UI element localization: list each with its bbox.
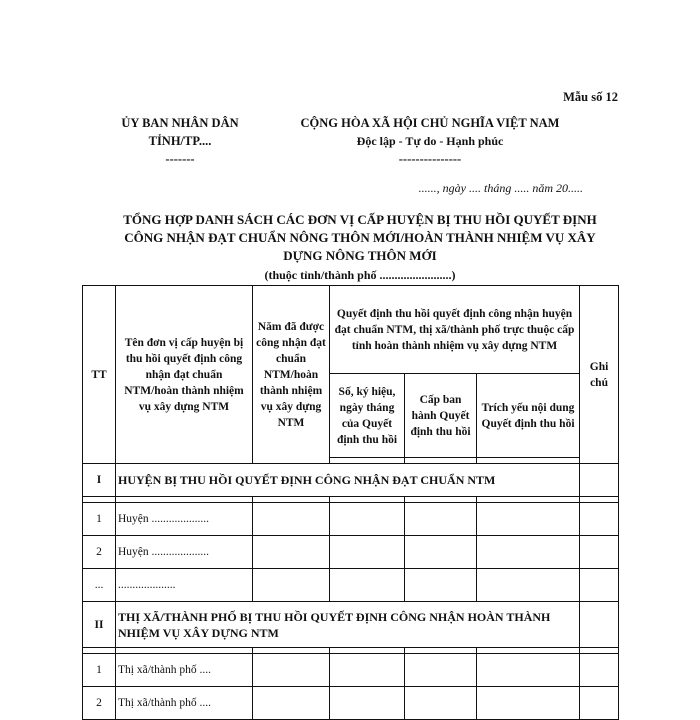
row-issuer	[405, 654, 477, 687]
row-number: ...	[83, 569, 116, 602]
header-row-1	[83, 286, 619, 374]
row-note	[580, 687, 619, 720]
row-year	[253, 687, 330, 720]
row-number: 1	[83, 503, 116, 536]
row-summary	[477, 687, 580, 720]
national-motto: Độc lập - Tự do - Hạnh phúc	[356, 134, 504, 148]
row-number: 2	[83, 687, 116, 720]
title-line-3: DỰNG NÔNG THÔN MỚI	[283, 248, 437, 263]
authority-line-1: ỦY BAN NHÂN DÂN	[121, 116, 239, 130]
row-unit-name: ....................	[116, 569, 253, 602]
row-issuer	[405, 536, 477, 569]
row-number: 1	[83, 654, 116, 687]
table-row	[83, 503, 619, 536]
note-cell	[580, 464, 619, 497]
row-unit-name: Huyện ....................	[116, 536, 253, 569]
row-note	[580, 654, 619, 687]
date-line: ......, ngày .... tháng ..... năm 20.....	[418, 181, 583, 195]
document-subtitle: (thuộc tỉnh/thành phố ........................)	[264, 268, 456, 282]
section-number: I	[83, 464, 116, 497]
row-issuer	[405, 503, 477, 536]
row-number-date	[330, 503, 405, 536]
col-header-year: Năm đã được công nhận đạt chuẩn NTM/hoàn thành nhiệm vụ xây dựng NTM	[253, 286, 330, 464]
section-number: II	[83, 602, 116, 648]
row-year	[253, 536, 330, 569]
row-note	[580, 569, 619, 602]
row-year	[253, 503, 330, 536]
row-note	[580, 536, 619, 569]
summary-table	[82, 285, 619, 720]
motto-divider: ---------------	[398, 152, 462, 166]
col-header-note: Ghi chú	[580, 286, 619, 464]
country-name: CỘNG HÒA XÃ HỘI CHỦ NGHĨA VIỆT NAM	[300, 116, 560, 130]
section-row	[83, 464, 619, 497]
issuing-authority-header	[95, 114, 265, 168]
row-year	[253, 654, 330, 687]
col-header-tt: TT	[83, 286, 116, 464]
row-unit-name: Thị xã/thành phố ....	[116, 687, 253, 720]
document-title	[80, 211, 640, 265]
row-issuer	[405, 687, 477, 720]
section-title: HUYỆN BỊ THU HỒI QUYẾT ĐỊNH CÔNG NHẬN ĐẠT CHUẨN NTM	[116, 464, 580, 497]
row-note	[580, 503, 619, 536]
note-cell	[580, 602, 619, 648]
row-number-date	[330, 536, 405, 569]
national-motto-header	[270, 114, 590, 168]
row-summary	[477, 569, 580, 602]
authority-line-2: TỈNH/TP....	[148, 134, 212, 148]
row-summary	[477, 536, 580, 569]
table-row	[83, 687, 619, 720]
row-year	[253, 569, 330, 602]
section-row	[83, 602, 619, 648]
row-number-date	[330, 654, 405, 687]
col-header-unit-name: Tên đơn vị cấp huyện bị thu hồi quyết định công nhận đạt chuẩn NTM/hoàn thành nhiệm vụ xây dựng NTM	[116, 286, 253, 464]
col-header-number-date: Số, ký hiệu, ngày tháng của Quyết định thu hồi	[330, 374, 405, 458]
row-number-date	[330, 687, 405, 720]
title-line-1: TỔNG HỢP DANH SÁCH CÁC ĐƠN VỊ CẤP HUYỆN BỊ THU HỒI QUYẾT ĐỊNH	[123, 212, 597, 227]
row-number: 2	[83, 536, 116, 569]
col-header-summary: Trích yếu nội dung Quyết định thu hồi	[477, 374, 580, 458]
table-row	[83, 654, 619, 687]
row-issuer	[405, 569, 477, 602]
title-line-2: CÔNG NHẬN ĐẠT CHUẨN NÔNG THÔN MỚI/HOÀN THÀNH NHIỆM VỤ XÂY	[124, 230, 596, 245]
row-unit-name: Huyện ....................	[116, 503, 253, 536]
col-header-issuer: Cấp ban hành Quyết định thu hồi	[405, 374, 477, 458]
section-title: THỊ XÃ/THÀNH PHỐ BỊ THU HỒI QUYẾT ĐỊNH CÔNG NHẬN HOÀN THÀNH NHIỆM VỤ XÂY DỰNG NTM	[116, 602, 580, 648]
col-header-decision-group: Quyết định thu hồi quyết định công nhận huyện đạt chuẩn NTM, thị xã/thành phố trực thuộc cấp tỉnh hoàn thành nhiệm vụ xây dựng NTM	[330, 286, 580, 374]
authority-divider: -------	[165, 152, 195, 166]
row-unit-name: Thị xã/thành phố ....	[116, 654, 253, 687]
form-number: Mẫu số 12	[563, 90, 618, 104]
row-summary	[477, 503, 580, 536]
row-number-date	[330, 569, 405, 602]
table-row	[83, 536, 619, 569]
table-row	[83, 569, 619, 602]
row-summary	[477, 654, 580, 687]
